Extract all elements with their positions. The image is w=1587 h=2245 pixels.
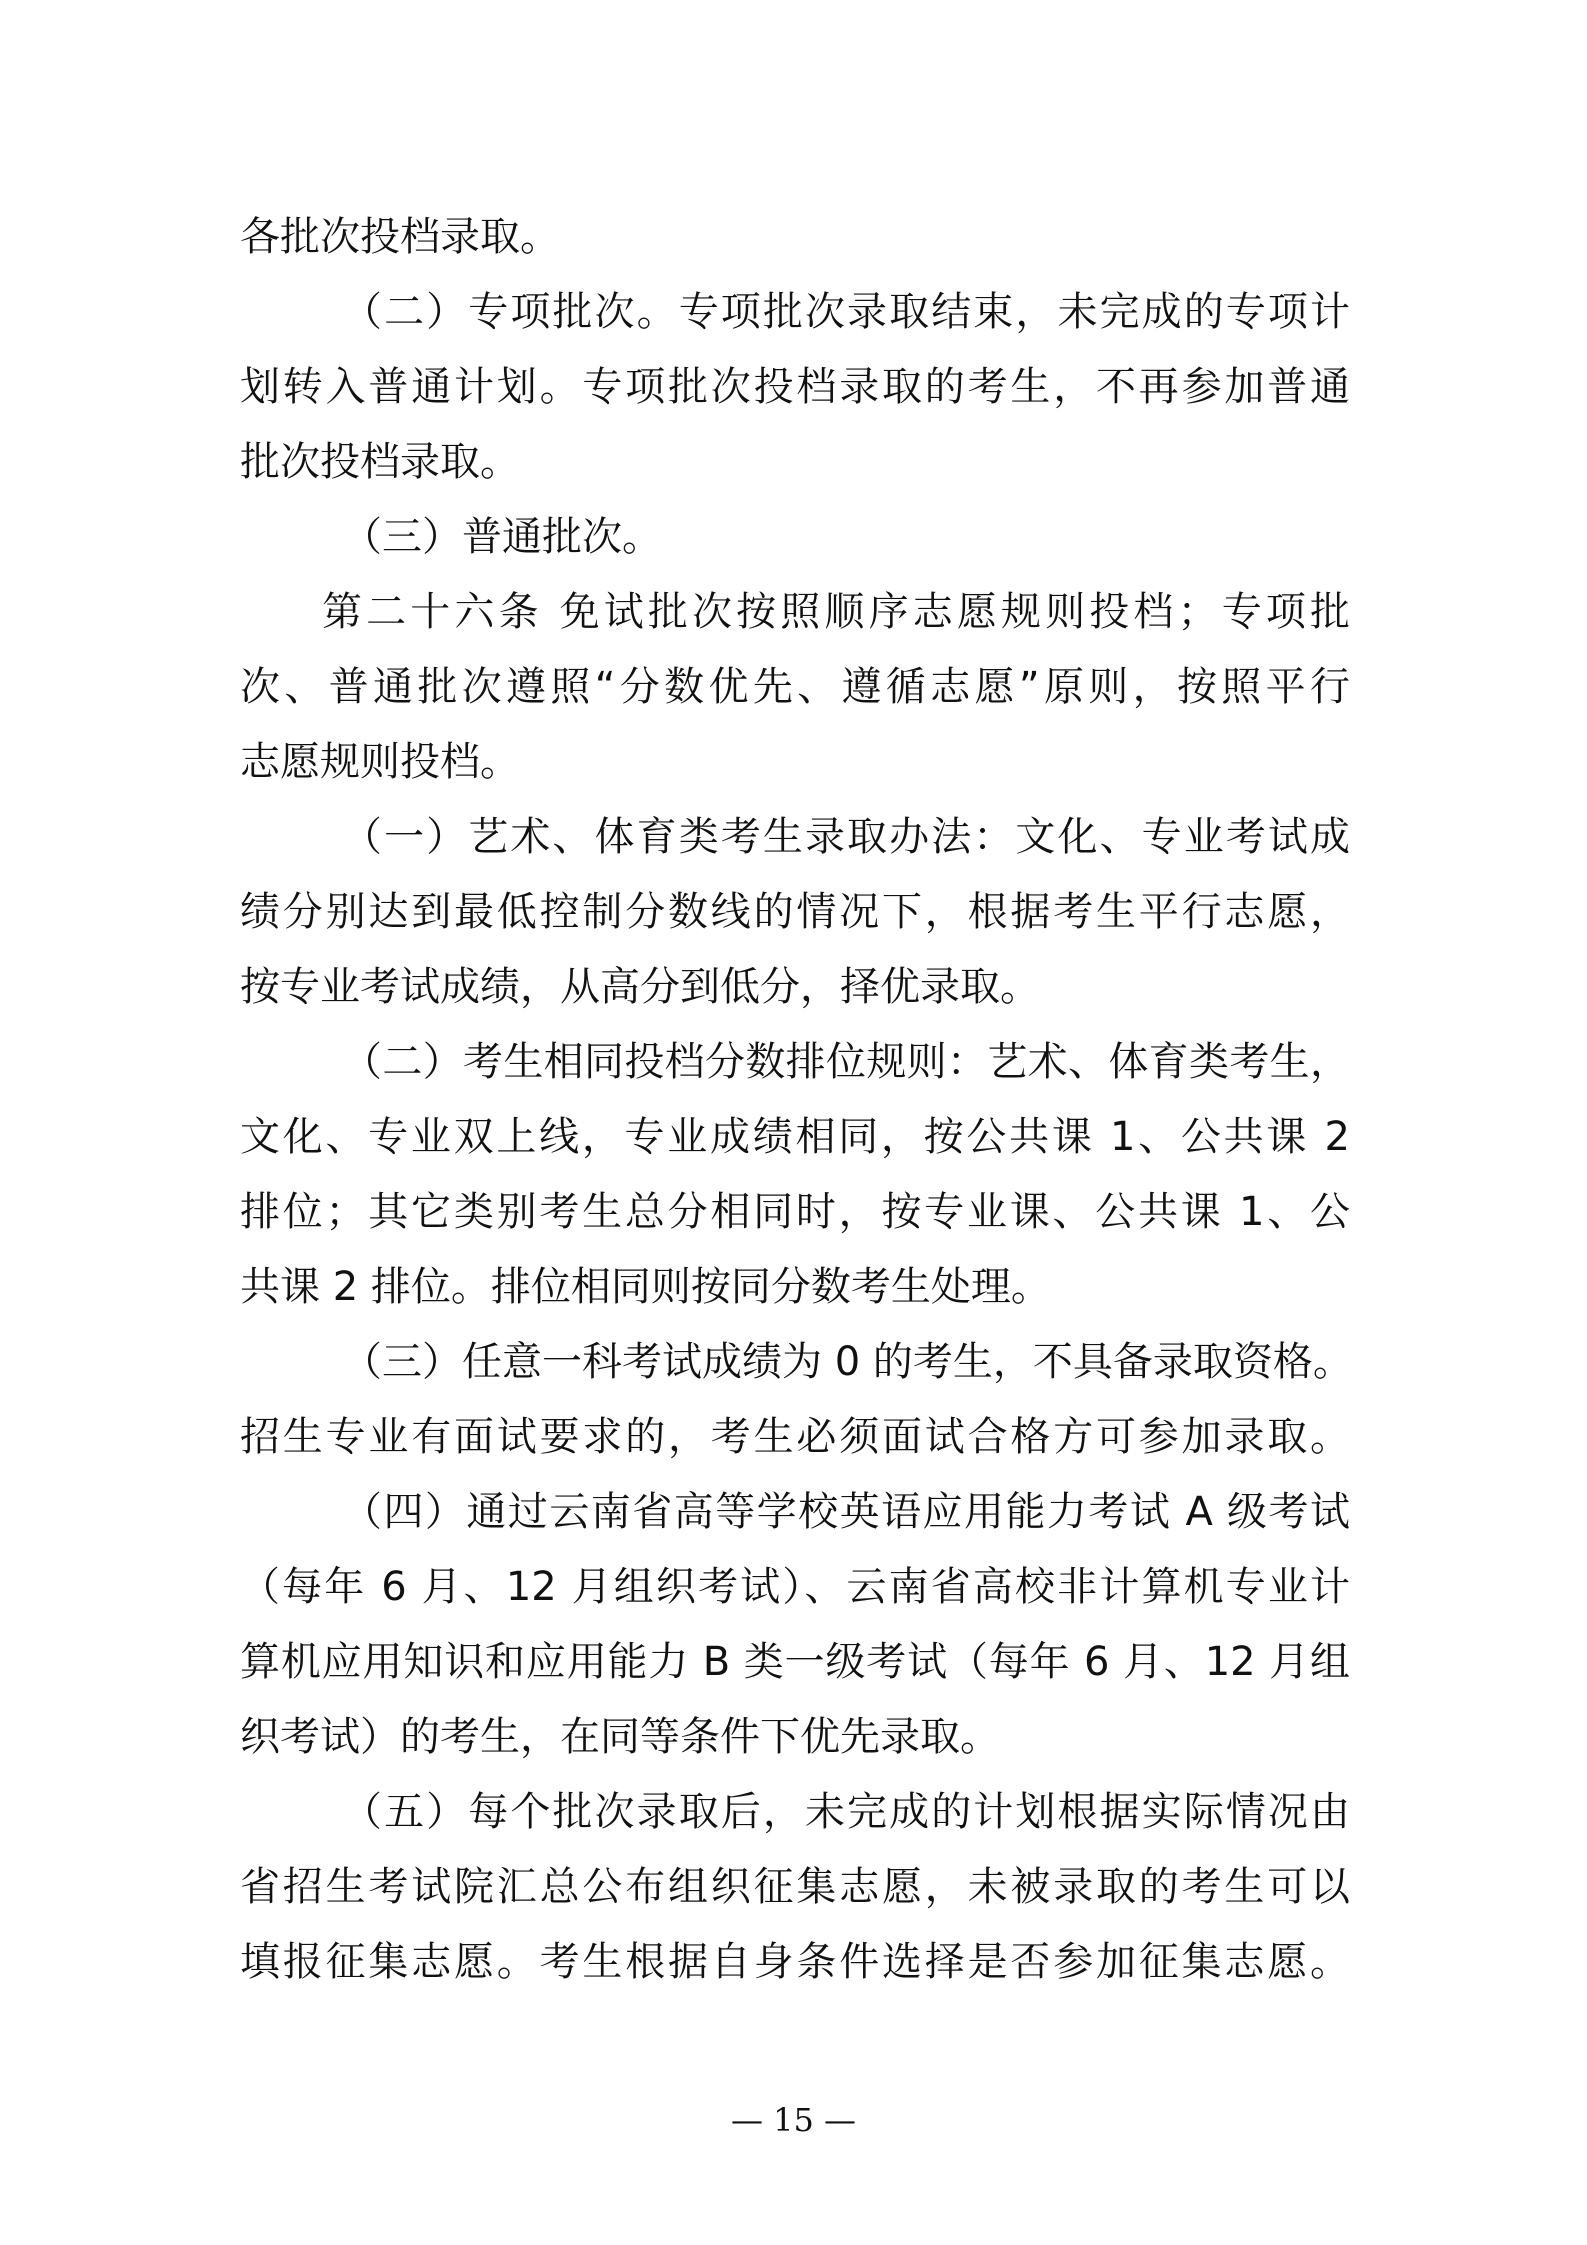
text-line: 批次投档录取。 [240, 439, 520, 485]
text-line: （五）每个批次录取后，未完成的计划根据实际情况由 [342, 1789, 1350, 1835]
text-line: （一）艺术、体育类考生录取办法：文化、专业考试成 [342, 814, 1350, 860]
text-line: 织考试）的考生，在同等条件下优先录取。 [240, 1714, 1000, 1760]
text-line: （四）通过云南省高等学校英语应用能力考试 A 级考试 [342, 1489, 1350, 1535]
text-line: （三）普通批次。 [342, 514, 662, 560]
text-line: 共课 2 排位。排位相同则按同分数考生处理。 [240, 1264, 1051, 1310]
text-line: 次、普通批次遵照“分数优先、遵循志愿”原则，按照平行 [240, 664, 1350, 710]
article-heading-line: 第二十六条 免试批次按照顺序志愿规则投档；专项批 [322, 589, 1350, 635]
text-line: 省招生考试院汇总公布组织征集志愿，未被录取的考生可以 [240, 1864, 1350, 1910]
text-line: 志愿规则投档。 [240, 739, 520, 785]
text-line: （二）考生相同投档分数排位规则：艺术、体育类考生， [342, 1039, 1350, 1085]
text-line: 排位；其它类别考生总分相同时，按专业课、公共课 1、公 [240, 1189, 1350, 1235]
text-line: 各批次投档录取。 [240, 214, 560, 260]
text-line: （二）专项批次。专项批次录取结束，未完成的专项计 [342, 289, 1350, 335]
text-line: 填报征集志愿。考生根据自身条件选择是否参加征集志愿。 [240, 1939, 1350, 1985]
page-number: — 15 — [730, 2101, 857, 2139]
text-line: 算机应用知识和应用能力 B 类一级考试（每年 6 月、12 月组 [240, 1639, 1350, 1685]
text-line: 招生专业有面试要求的，考生必须面试合格方可参加录取。 [240, 1414, 1350, 1460]
text-line: 文化、专业双上线，专业成绩相同，按公共课 1、公共课 2 [240, 1114, 1350, 1160]
text-line: 按专业考试成绩，从高分到低分，择优录取。 [240, 964, 1040, 1010]
text-line: 划转入普通计划。专项批次投档录取的考生，不再参加普通 [240, 364, 1350, 410]
text-line: 绩分别达到最低控制分数线的情况下，根据考生平行志愿， [240, 889, 1350, 935]
text-line: （每年 6 月、12 月组织考试）、云南省高校非计算机专业计 [240, 1564, 1350, 1610]
text-line: （三）任意一科考试成绩为 0 的考生，不具备录取资格。 [342, 1339, 1353, 1385]
